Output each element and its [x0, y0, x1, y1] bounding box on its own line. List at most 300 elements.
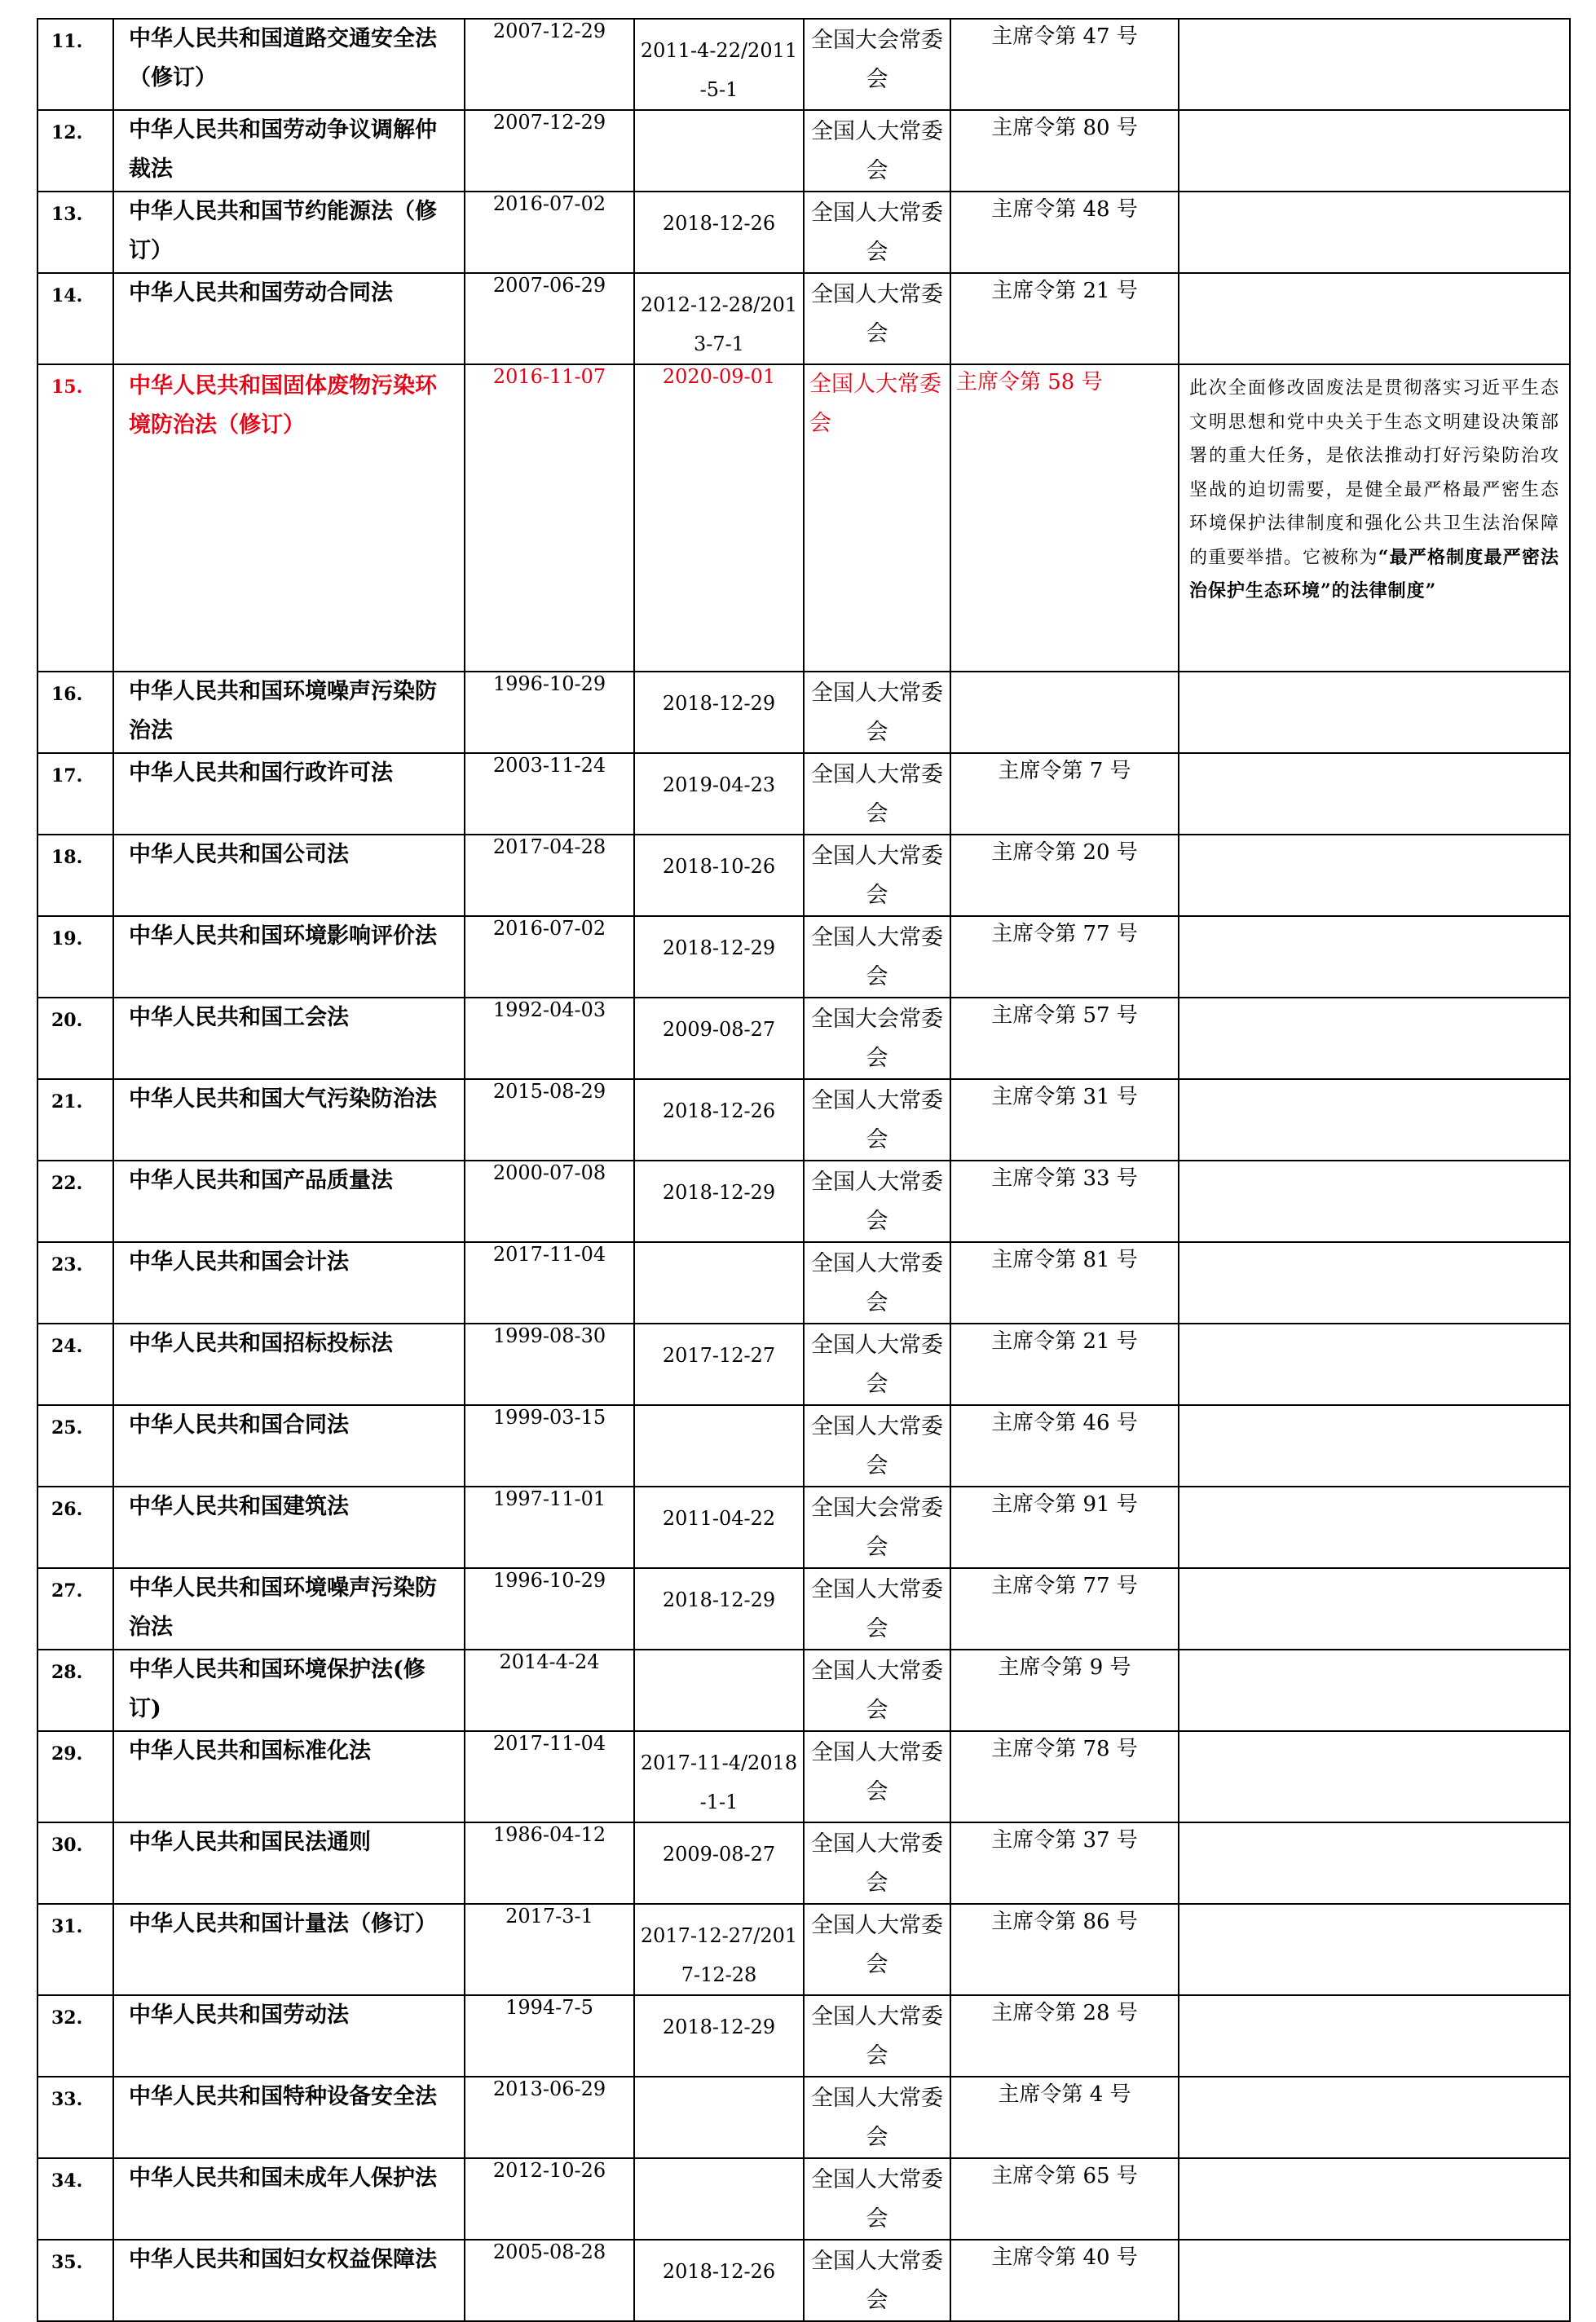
- publish-date: 2013-06-29: [492, 2077, 606, 2100]
- authority: 全国人大常委会: [809, 372, 941, 436]
- table-row: [37, 2158, 1570, 2240]
- note-text: [1189, 372, 1559, 609]
- note-cell: [1179, 1487, 1570, 1568]
- publish-date: 2007-06-29: [492, 274, 606, 297]
- authority-wrap: [809, 1487, 945, 1567]
- authority-wrap: [809, 1243, 945, 1323]
- order-number-wrap: [956, 835, 1173, 866]
- table-row: [37, 110, 1570, 192]
- order-number-cell: [950, 1487, 1179, 1568]
- publish-date: 1994-7-5: [505, 1996, 593, 2019]
- publish-date-wrap: [470, 1732, 628, 1755]
- note-cell: [1179, 1650, 1570, 1731]
- note-cell: [1179, 753, 1570, 835]
- publish-date-wrap: [470, 672, 628, 695]
- authority-cell: [804, 998, 950, 1079]
- law-name-wrap: [119, 1161, 459, 1201]
- authority: 全国人大常委会: [811, 282, 943, 346]
- note-plain: 此次全面修改固废法是贯彻落实习近平生态文明思想和党中央关于生态文明建设决策部署的重大任务，是依法推动打好污染防治攻坚战的迫切需要，是健全最严格最严密生态环境保护法律制度和强化公共卫生法治保障的重要举措。它被称为: [1189, 378, 1559, 568]
- publish-date-wrap: [470, 835, 628, 858]
- publish-date: 2007-12-29: [492, 111, 606, 134]
- row-number-cell: [37, 2240, 113, 2321]
- effective-date-wrap: [640, 917, 798, 967]
- effective-date-cell: [634, 1904, 804, 1995]
- authority-cell: [804, 192, 950, 273]
- note-cell: [1179, 273, 1570, 364]
- law-name: 中华人民共和国道路交通安全法（修订）: [129, 26, 437, 90]
- law-name-cell: [113, 835, 465, 916]
- order-number-wrap: [956, 1487, 1173, 1518]
- effective-date-cell: [634, 1242, 804, 1324]
- row-number: 33.: [51, 2089, 83, 2110]
- note-cell: [1179, 1405, 1570, 1487]
- effective-date-wrap: [640, 274, 798, 364]
- row-number-cell: [37, 1324, 113, 1405]
- order-number: 主席令第 21 号: [991, 279, 1138, 303]
- note-cell: [1179, 1161, 1570, 1242]
- law-name-cell: [113, 192, 465, 273]
- authority-wrap: [809, 754, 945, 834]
- effective-date-cell: [634, 273, 804, 364]
- order-number: 主席令第 20 号: [991, 840, 1138, 865]
- row-number-cell: [37, 1568, 113, 1650]
- authority-wrap: [809, 192, 945, 272]
- table-row: [37, 1731, 1570, 1822]
- note-cell: [1179, 1242, 1570, 1324]
- law-name: 中华人民共和国劳动法: [129, 2003, 349, 2028]
- order-number: 主席令第 91 号: [991, 1492, 1138, 1517]
- note-cell: [1179, 364, 1570, 672]
- authority: 全国人大常委会: [811, 681, 943, 745]
- authority-wrap: [809, 1324, 945, 1404]
- authority: 全国人大常委会: [811, 2086, 943, 2150]
- order-number-wrap: [956, 1569, 1173, 1599]
- table-row: [37, 364, 1570, 672]
- authority-wrap: [809, 998, 945, 1078]
- law-name-wrap: [119, 20, 459, 98]
- note-cell: [1179, 2077, 1570, 2158]
- order-number: 主席令第 86 号: [991, 1910, 1138, 1934]
- publish-date: 1999-03-15: [492, 1406, 606, 1429]
- order-number-cell: [950, 1995, 1179, 2077]
- note-cell: [1179, 1731, 1570, 1822]
- row-number: 34.: [51, 2170, 83, 2192]
- law-name-cell: [113, 1995, 465, 2077]
- order-number: 主席令第 28 号: [991, 2001, 1138, 2025]
- order-number-wrap: [956, 1996, 1173, 2026]
- authority-cell: [804, 1487, 950, 1568]
- table-row: [37, 1242, 1570, 1324]
- note-cell: [1179, 1995, 1570, 2077]
- authority-cell: [804, 2077, 950, 2158]
- table-row: [37, 1904, 1570, 1995]
- law-name: 中华人民共和国固体废物污染环境防治法（修订）: [129, 373, 437, 438]
- effective-date: 2018-12-26: [662, 2260, 776, 2283]
- row-number: 35.: [51, 2252, 83, 2273]
- authority: 全国人大常委会: [811, 1659, 943, 1723]
- order-number-cell: [950, 192, 1179, 273]
- order-number-wrap: [956, 1905, 1173, 1935]
- order-number-cell: [950, 2240, 1179, 2321]
- publish-date-wrap: [470, 1996, 628, 2019]
- effective-date-cell: [634, 2158, 804, 2240]
- effective-date-wrap: [640, 2240, 798, 2291]
- order-number: 主席令第 37 号: [991, 1828, 1138, 1853]
- row-number-cell: [37, 1161, 113, 1242]
- effective-date-cell: [634, 672, 804, 753]
- order-number-cell: [950, 1324, 1179, 1405]
- row-number-cell: [37, 1242, 113, 1324]
- authority: 全国人大常委会: [811, 2167, 943, 2232]
- effective-date: 2020-09-01: [662, 365, 776, 388]
- authority-cell: [804, 1324, 950, 1405]
- effective-date-wrap: [640, 1732, 798, 1822]
- law-name-cell: [113, 1405, 465, 1487]
- law-name: 中华人民共和国计量法（修订）: [129, 1911, 437, 1936]
- row-number: 22.: [51, 1173, 83, 1194]
- authority: 全国人大常委会: [811, 1577, 943, 1641]
- authority: 全国人大常委会: [811, 200, 943, 265]
- law-name-wrap: [119, 2240, 459, 2280]
- publish-date-wrap: [470, 1324, 628, 1347]
- order-number-wrap: [956, 1406, 1173, 1436]
- order-number-cell: [950, 1822, 1179, 1904]
- effective-date: 2018-12-29: [662, 1588, 776, 1611]
- authority-cell: [804, 1822, 950, 1904]
- row-number: 21.: [51, 1091, 83, 1113]
- table-row: [37, 1995, 1570, 2077]
- law-name: 中华人民共和国劳动争议调解仲裁法: [129, 117, 437, 182]
- row-number: 32.: [51, 2007, 83, 2029]
- law-name-cell: [113, 1904, 465, 1995]
- law-name: 中华人民共和国大气污染防治法: [129, 1086, 437, 1112]
- effective-date-wrap: [640, 192, 798, 243]
- order-number-cell: [950, 672, 1179, 753]
- order-number-wrap: [956, 111, 1173, 141]
- publish-date-wrap: [470, 111, 628, 134]
- authority-wrap: [809, 1996, 945, 2076]
- order-number-cell: [950, 2158, 1179, 2240]
- law-name-cell: [113, 1487, 465, 1568]
- row-number-cell: [37, 1487, 113, 1568]
- effective-date-wrap: [640, 2159, 798, 2170]
- table-row: [37, 2240, 1570, 2321]
- order-number-cell: [950, 1568, 1179, 1650]
- row-number: 12.: [51, 122, 83, 143]
- effective-date-wrap: [640, 1406, 798, 1417]
- row-number: 14.: [51, 285, 83, 306]
- row-number: 30.: [51, 1835, 83, 1856]
- row-number: 29.: [51, 1743, 83, 1765]
- authority: 全国人大常委会: [811, 1831, 943, 1896]
- publish-date-cell: [465, 110, 634, 192]
- note-cell: [1179, 998, 1570, 1079]
- publish-date-wrap: [470, 1080, 628, 1103]
- authority: 全国大会常委会: [811, 1496, 943, 1560]
- effective-date-cell: [634, 1324, 804, 1405]
- row-number-cell: [37, 19, 113, 110]
- order-number-wrap: [956, 2077, 1173, 2108]
- authority: 全国人大常委会: [811, 2004, 943, 2069]
- row-number: 13.: [51, 204, 83, 225]
- order-number: 主席令第 81 号: [991, 1248, 1138, 1272]
- publish-date-wrap: [470, 2077, 628, 2100]
- order-number-wrap: [956, 1161, 1173, 1192]
- order-number-wrap: [956, 2159, 1173, 2189]
- publish-date: 2015-08-29: [492, 1080, 606, 1103]
- law-name-wrap: [119, 1905, 459, 1944]
- note-cell: [1179, 1822, 1570, 1904]
- effective-date: 2017-11-4/2018-1-1: [640, 1751, 798, 1813]
- effective-date-wrap: [640, 1823, 798, 1874]
- law-name: 中华人民共和国环境噪声污染防治法: [129, 679, 437, 743]
- publish-date-wrap: [470, 1406, 628, 1429]
- effective-date-cell: [634, 835, 804, 916]
- law-name-cell: [113, 672, 465, 753]
- note-cell: [1179, 916, 1570, 998]
- note-cell: [1179, 19, 1570, 110]
- authority-wrap: [809, 1080, 945, 1160]
- law-name-wrap: [119, 1996, 459, 2035]
- order-number-wrap: [956, 1650, 1173, 1681]
- effective-date-wrap: [640, 1487, 798, 1538]
- authority-wrap: [809, 1161, 945, 1241]
- effective-date: 2011-4-22/2011-5-1: [640, 39, 798, 101]
- effective-date: 2018-12-26: [662, 1099, 776, 1122]
- effective-date: 2019-04-23: [662, 773, 776, 796]
- law-name-cell: [113, 916, 465, 998]
- table-row: [37, 1568, 1570, 1650]
- order-number-cell: [950, 1904, 1179, 1995]
- law-name-wrap: [119, 1487, 459, 1527]
- effective-date-wrap: [640, 1569, 798, 1619]
- order-number: 主席令第 7 号: [998, 759, 1131, 783]
- authority-cell: [804, 1904, 950, 1995]
- order-number: 主席令第 33 号: [991, 1166, 1138, 1191]
- authority: 全国人大常委会: [811, 1913, 943, 1977]
- publish-date-wrap: [470, 1650, 628, 1673]
- table-row: [37, 998, 1570, 1079]
- law-name-wrap: [119, 917, 459, 956]
- law-table: [37, 18, 1571, 2322]
- publish-date: 2000-07-08: [492, 1161, 606, 1184]
- authority-cell: [804, 753, 950, 835]
- authority-cell: [804, 835, 950, 916]
- law-name: 中华人民共和国公司法: [129, 842, 349, 867]
- authority: 全国人大常委会: [811, 925, 943, 989]
- law-name-cell: [113, 1731, 465, 1822]
- authority: 全国人大常委会: [811, 1251, 943, 1315]
- note-cell: [1179, 110, 1570, 192]
- row-number: 11.: [51, 31, 83, 52]
- row-number: 27.: [51, 1580, 83, 1602]
- effective-date: 2018-12-29: [662, 936, 776, 959]
- authority-wrap: [809, 2240, 945, 2320]
- publish-date-wrap: [470, 2159, 628, 2182]
- law-name-cell: [113, 273, 465, 364]
- order-number: 主席令第 77 号: [991, 1574, 1138, 1598]
- row-number-cell: [37, 1731, 113, 1822]
- order-number-wrap: [956, 1324, 1173, 1355]
- authority-wrap: [809, 1406, 945, 1486]
- publish-date: 2014-4-24: [499, 1650, 600, 1673]
- publish-date-wrap: [470, 917, 628, 940]
- order-number-cell: [950, 1079, 1179, 1161]
- publish-date: 2005-08-28: [492, 2240, 606, 2263]
- law-name-wrap: [119, 835, 459, 875]
- law-name-wrap: [119, 1823, 459, 1862]
- authority-cell: [804, 1731, 950, 1822]
- order-number-wrap: [956, 1243, 1173, 1273]
- authority-wrap: [809, 2077, 945, 2157]
- authority: 全国人大常委会: [811, 1170, 943, 1234]
- law-name-cell: [113, 2158, 465, 2240]
- publish-date: 1996-10-29: [492, 672, 606, 695]
- row-number: 28.: [51, 1662, 83, 1683]
- law-name-cell: [113, 19, 465, 110]
- law-name: 中华人民共和国环境保护法(修订): [129, 1657, 425, 1721]
- effective-date-cell: [634, 2240, 804, 2321]
- order-number-wrap: [956, 998, 1173, 1029]
- table-row: [37, 916, 1570, 998]
- order-number-cell: [950, 916, 1179, 998]
- order-number: 主席令第 57 号: [991, 1003, 1138, 1028]
- effective-date-cell: [634, 1405, 804, 1487]
- publish-date-cell: [465, 753, 634, 835]
- note-cell: [1179, 1568, 1570, 1650]
- row-number-cell: [37, 998, 113, 1079]
- row-number-cell: [37, 753, 113, 835]
- law-name: 中华人民共和国环境噪声污染防治法: [129, 1575, 437, 1640]
- law-name-wrap: [119, 1080, 459, 1119]
- law-name: 中华人民共和国招标投标法: [129, 1331, 393, 1356]
- effective-date: 2012-12-28/2013-7-1: [640, 293, 798, 355]
- authority: 全国大会常委会: [811, 28, 943, 92]
- row-number-cell: [37, 1079, 113, 1161]
- order-number-cell: [950, 273, 1179, 364]
- order-number-cell: [950, 364, 1179, 672]
- law-name: 中华人民共和国特种设备安全法: [129, 2084, 437, 2109]
- note-cell: [1179, 192, 1570, 273]
- authority: 全国人大常委会: [811, 762, 943, 826]
- effective-date-wrap: [640, 754, 798, 804]
- order-number-cell: [950, 1242, 1179, 1324]
- publish-date-cell: [465, 1822, 634, 1904]
- authority: 全国人大常委会: [811, 1333, 943, 1397]
- law-name-cell: [113, 1161, 465, 1242]
- publish-date-cell: [465, 835, 634, 916]
- publish-date-cell: [465, 998, 634, 1079]
- authority-cell: [804, 1242, 950, 1324]
- table-row: [37, 1324, 1570, 1405]
- law-name-wrap: [119, 1732, 459, 1771]
- effective-date-wrap: [640, 2077, 798, 2089]
- authority-wrap: [809, 917, 945, 997]
- publish-date-cell: [465, 1568, 634, 1650]
- effective-date-cell: [634, 1822, 804, 1904]
- effective-date: 2009-08-27: [662, 1018, 776, 1041]
- law-name-cell: [113, 1079, 465, 1161]
- table-row: [37, 1487, 1570, 1568]
- authority-cell: [804, 1568, 950, 1650]
- order-number: 主席令第 80 号: [991, 116, 1138, 140]
- authority: 全国人大常委会: [811, 119, 943, 183]
- publish-date: 2017-11-04: [492, 1243, 606, 1266]
- law-name-wrap: [119, 1406, 459, 1445]
- law-name-wrap: [119, 274, 459, 313]
- law-name-wrap: [119, 1650, 459, 1729]
- law-name: 中华人民共和国会计法: [129, 1249, 349, 1275]
- table-row: [37, 192, 1570, 273]
- law-name-wrap: [119, 192, 459, 271]
- effective-date-wrap: [640, 1650, 798, 1662]
- publish-date: 1997-11-01: [492, 1487, 606, 1510]
- effective-date-cell: [634, 1079, 804, 1161]
- authority-cell: [804, 364, 950, 672]
- law-name-cell: [113, 2240, 465, 2321]
- authority: 全国人大常委会: [811, 1414, 943, 1478]
- order-number: 主席令第 48 号: [991, 197, 1138, 222]
- authority-wrap: [809, 1569, 945, 1649]
- law-name-cell: [113, 1568, 465, 1650]
- authority: 全国大会常委会: [811, 1007, 943, 1071]
- row-number: 20.: [51, 1010, 83, 1031]
- order-number: 主席令第 77 号: [991, 922, 1138, 946]
- row-number-cell: [37, 1995, 113, 2077]
- row-number: 23.: [51, 1254, 83, 1276]
- publish-date-wrap: [470, 192, 628, 215]
- authority-wrap: [809, 20, 945, 99]
- order-number-wrap: [956, 192, 1173, 223]
- order-number-wrap: [956, 754, 1173, 784]
- publish-date-wrap: [470, 1161, 628, 1184]
- law-name-cell: [113, 364, 465, 672]
- note-cell: [1179, 2240, 1570, 2321]
- publish-date-wrap: [470, 1569, 628, 1592]
- law-name-cell: [113, 2077, 465, 2158]
- publish-date-wrap: [470, 20, 628, 42]
- table-row: [37, 672, 1570, 753]
- effective-date-wrap: [640, 1161, 798, 1212]
- order-number-cell: [950, 835, 1179, 916]
- publish-date-wrap: [470, 1905, 628, 1928]
- publish-date-wrap: [470, 365, 628, 388]
- table-row: [37, 2077, 1570, 2158]
- authority: 全国人大常委会: [811, 1088, 943, 1152]
- effective-date-wrap: [640, 672, 798, 723]
- effective-date-wrap: [640, 365, 798, 388]
- order-number-wrap: [956, 917, 1173, 947]
- effective-date-wrap: [640, 20, 798, 109]
- authority-cell: [804, 1161, 950, 1242]
- law-name-cell: [113, 110, 465, 192]
- publish-date-wrap: [470, 274, 628, 297]
- effective-date-cell: [634, 1731, 804, 1822]
- effective-date-cell: [634, 916, 804, 998]
- row-number: 19.: [51, 928, 83, 950]
- publish-date-cell: [465, 672, 634, 753]
- order-number: 主席令第 65 号: [991, 2164, 1138, 2188]
- authority-cell: [804, 916, 950, 998]
- row-number-cell: [37, 1650, 113, 1731]
- publish-date-cell: [465, 2158, 634, 2240]
- publish-date-cell: [465, 1079, 634, 1161]
- order-number-cell: [950, 753, 1179, 835]
- law-name: 中华人民共和国合同法: [129, 1412, 349, 1438]
- effective-date-wrap: [640, 1905, 798, 1994]
- order-number-cell: [950, 2077, 1179, 2158]
- row-number-cell: [37, 2077, 113, 2158]
